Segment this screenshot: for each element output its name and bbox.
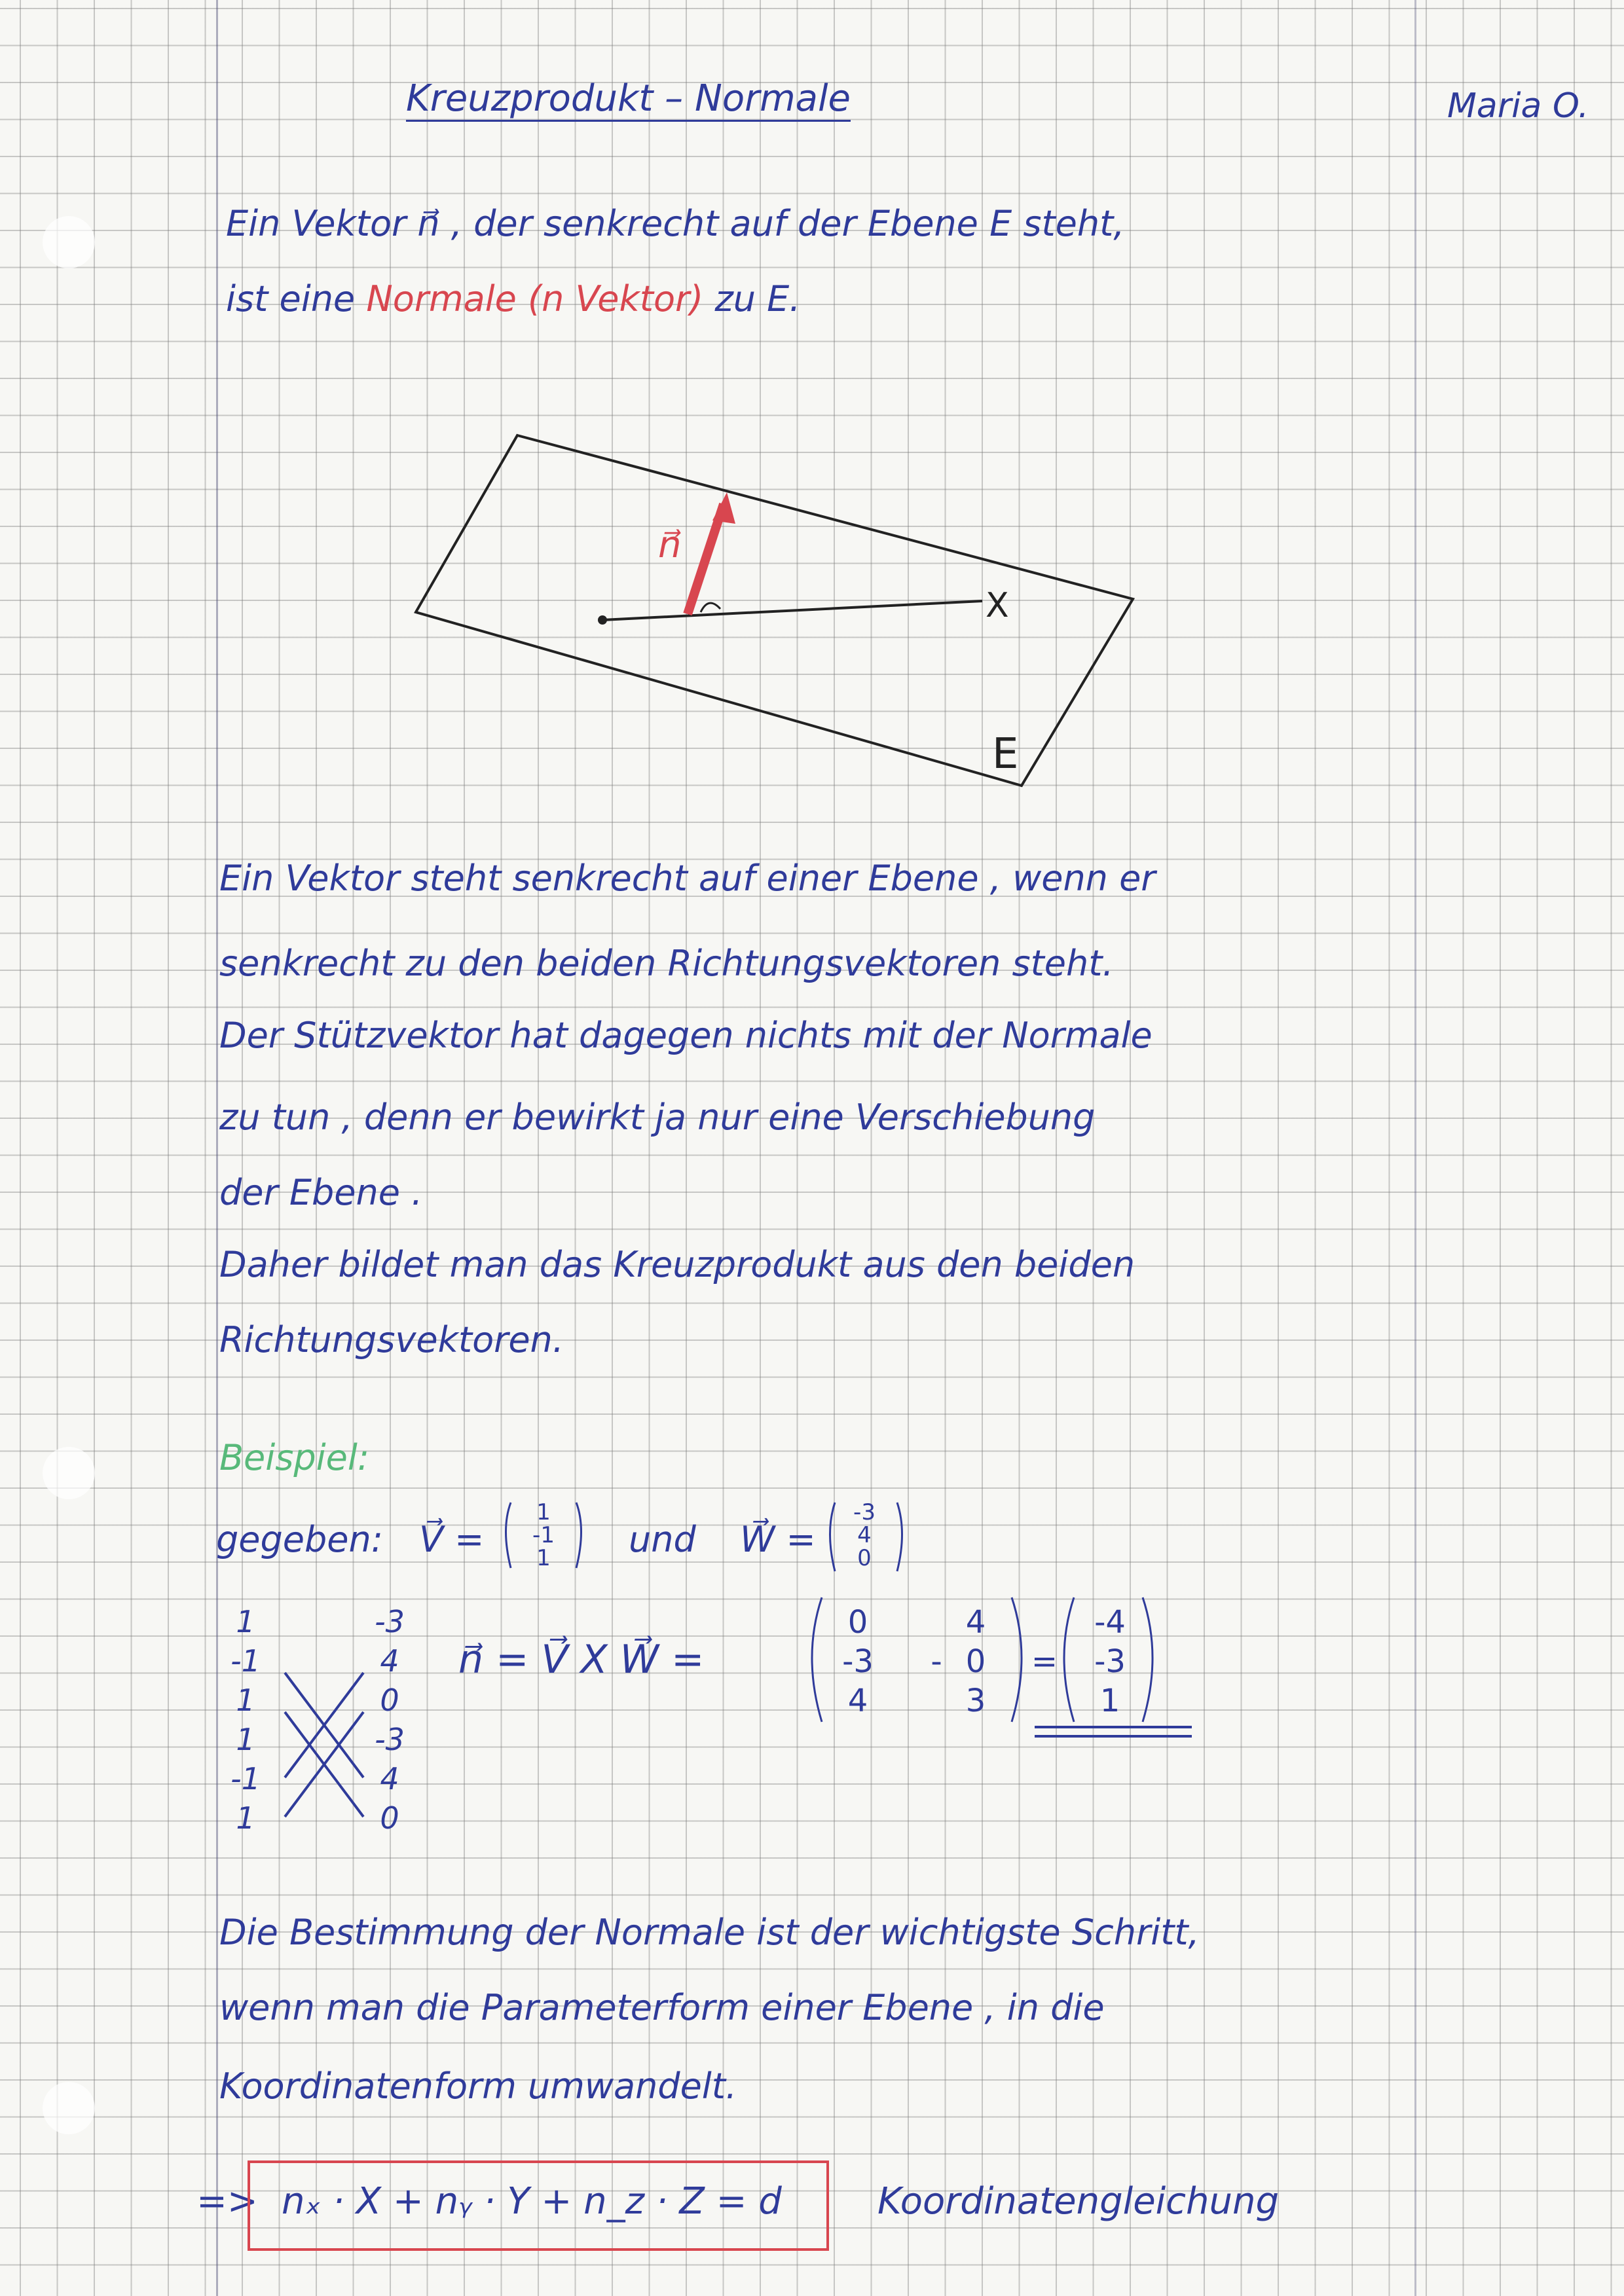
normal-term: Normale (n Vektor)	[366, 278, 704, 319]
closing-line: wenn man die Parameterform einer Ebene , in die	[219, 1987, 1105, 2028]
intro-text-end: zu E.	[714, 278, 801, 319]
closing-line: Koordinatenform umwandelt.	[219, 2066, 737, 2107]
paragraph-line: Richtungsvektoren.	[219, 1319, 564, 1360]
cross-left-value: -1	[231, 1643, 261, 1679]
closing-line: Die Bestimmung der Normale ist der wichtigste Schritt,	[219, 1912, 1200, 1953]
intro-line-1: Ein Vektor n⃗ , der senkrecht auf der Ebene E steht,	[226, 203, 1125, 244]
col1-value: -3	[842, 1643, 874, 1680]
cross-product-equation: n⃗ = V⃗ X W⃗ =	[458, 1637, 705, 1683]
col2-value: 3	[965, 1683, 986, 1719]
col1-value: 4	[847, 1683, 868, 1719]
v-component: 1	[536, 1499, 551, 1525]
col1-value: 0	[847, 1604, 868, 1641]
col2-value: 0	[965, 1643, 986, 1680]
normal-vector-label: n⃗	[658, 524, 682, 566]
paragraph-line: Daher bildet man das Kreuzprodukt aus den beiden	[219, 1244, 1135, 1285]
cross-left-value: -1	[231, 1761, 261, 1796]
w-component: -3	[853, 1499, 876, 1525]
example-heading: Beispiel:	[219, 1437, 370, 1478]
implies-arrow: =>	[196, 2180, 258, 2223]
page-title: Kreuzprodukt – Normale	[406, 77, 851, 120]
result-value: -3	[1094, 1643, 1126, 1680]
paragraph-line: senkrecht zu den beiden Richtungsvektoren steht.	[219, 943, 1114, 984]
cross-right-value: -3	[375, 1604, 405, 1639]
w-component: 0	[857, 1545, 872, 1571]
cross-left-value: 1	[236, 1683, 255, 1718]
v-component: -1	[532, 1522, 555, 1548]
paragraph-line: Ein Vektor steht senkrecht auf einer Ebene , wenn er	[219, 858, 1156, 899]
minus-sign: -	[931, 1643, 942, 1680]
equals-sign: =	[1031, 1643, 1058, 1680]
cross-right-value: 0	[380, 1683, 399, 1718]
author-name: Maria O.	[1447, 86, 1589, 126]
paragraph-line: zu tun , denn er bewirkt ja nur eine Verschiebung	[219, 1097, 1096, 1138]
result-value: -4	[1094, 1604, 1126, 1641]
result-value: 1	[1099, 1683, 1120, 1719]
v-vector-name: V⃗ =	[419, 1519, 485, 1560]
cross-right-value: 4	[380, 1761, 399, 1796]
cross-left-value: 1	[236, 1800, 255, 1836]
coordinate-equation: nₓ · X + nᵧ · Y + n_z · Z = d	[282, 2180, 782, 2223]
intro-text: ist eine	[226, 278, 356, 319]
paragraph-line: der Ebene .	[219, 1172, 423, 1213]
col2-value: 4	[965, 1604, 986, 1641]
coordinate-equation-label: Koordinatengleichung	[877, 2180, 1280, 2223]
v-component: 1	[536, 1545, 551, 1571]
axis-label: X	[986, 586, 1009, 625]
and-word: und	[629, 1519, 696, 1560]
given-label: gegeben:	[216, 1519, 383, 1560]
paragraph-line: Der Stützvektor hat dagegen nichts mit der Normale	[219, 1015, 1153, 1056]
w-vector-name: W⃗ =	[740, 1519, 816, 1560]
plane-label: E	[992, 730, 1019, 778]
cross-right-value: 0	[380, 1800, 399, 1836]
cross-right-value: 4	[380, 1643, 399, 1679]
cross-left-value: 1	[236, 1604, 255, 1639]
cross-right-value: -3	[375, 1722, 405, 1757]
cross-left-value: 1	[236, 1722, 255, 1757]
w-component: 4	[857, 1522, 872, 1548]
